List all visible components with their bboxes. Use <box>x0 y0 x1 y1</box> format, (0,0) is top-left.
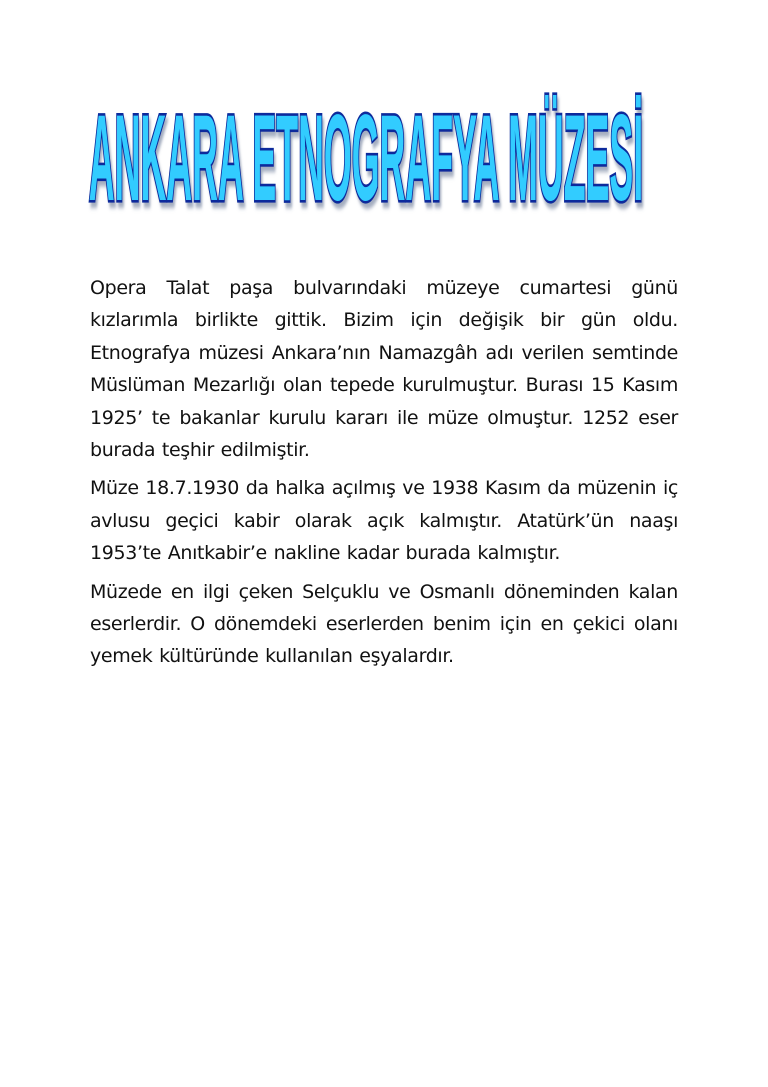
wordart-title-graphic <box>86 92 646 222</box>
paragraph-1: Opera Talat paşa bulvarındaki müzeye cumartesi günü kızlarımla birlikte gittik. Bizim için değişik bir gün oldu. Etnografya müzesi Ankara’nın Namazgâh adı verilen semtinde Müslüman Mezarlığı olan tepede kurulmuştur. Burası 15 Kasım 1925’ te bakanlar kurulu kararı ile müze olmuştur. 1252 eser burada teşhir edilmiştir. <box>90 277 678 462</box>
paragraph-2: Müze 18.7.1930 da halka açılmış ve 1938 Kasım da müzenin iç avlusu geçici kabir olarak açık kalmıştır. Atatürk’ün naaşı 1953’te Anıtkabir’e nakline kadar burada kalmıştır. <box>90 477 678 565</box>
paragraph-3: Müzede en ilgi çeken Selçuklu ve Osmanlı döneminden kalan eserlerdir. O dönemdeki eserlerden benim için en çekici olanı yemek kültüründe kullanılan eşyalardır. <box>90 580 678 668</box>
body-text <box>90 272 678 679</box>
wordart-title <box>86 92 646 222</box>
wordart-title-text: ANKARA ETNOGRAFYA MÜZESİ <box>88 92 644 222</box>
